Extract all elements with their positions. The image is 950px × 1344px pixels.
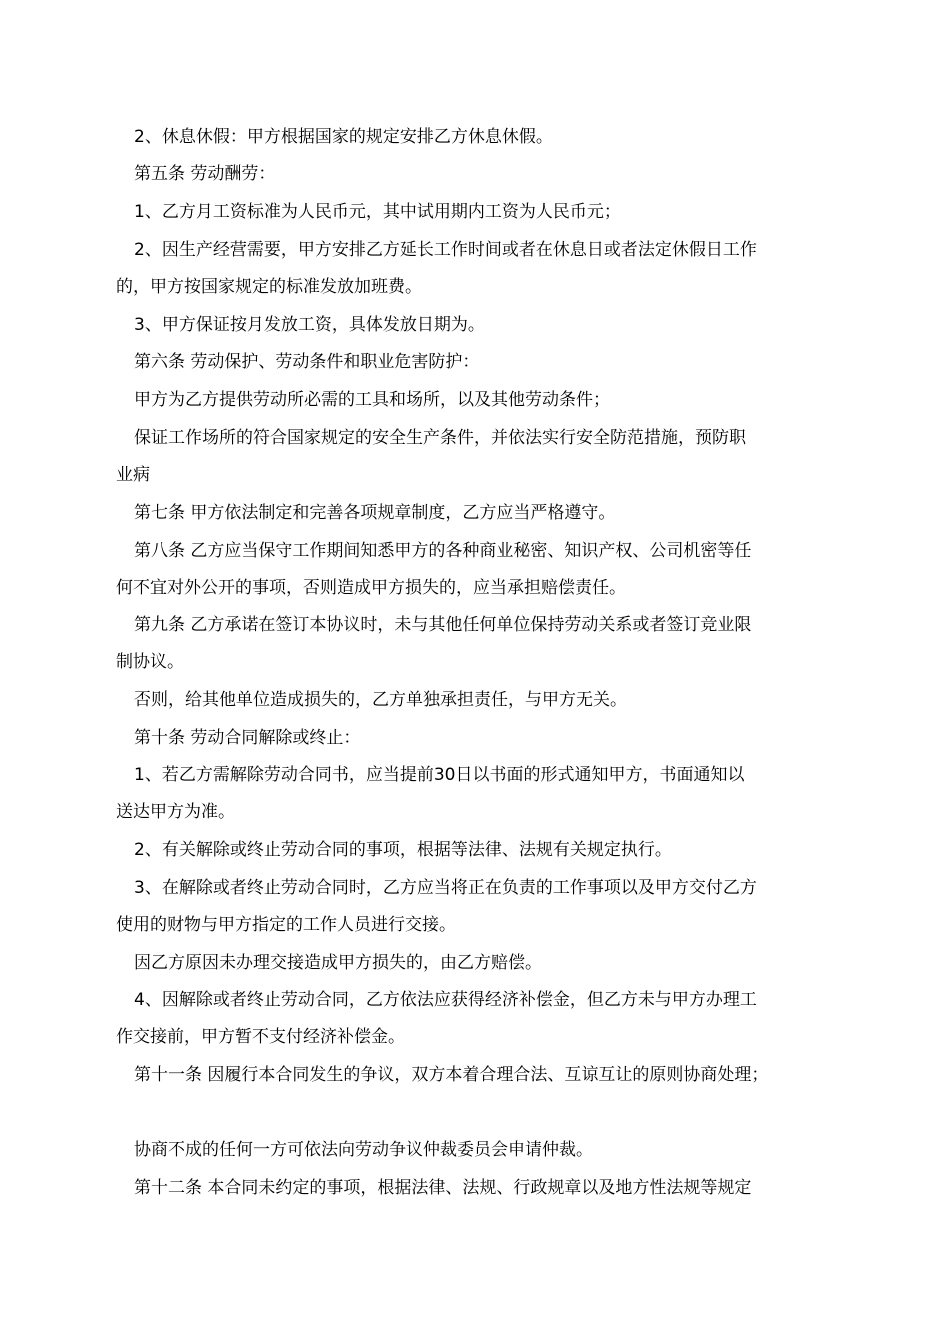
paragraph-severance: [116, 982, 836, 1056]
article-5-heading: [116, 156, 836, 193]
paragraph-line: 作交接前，甲方暂不支付经济补偿金。: [116, 1027, 405, 1047]
paragraph-line: 制协议。: [116, 652, 184, 672]
paragraph-salary-standard: [116, 194, 836, 231]
article-9: [116, 607, 836, 681]
paragraph-line: 否则，给其他单位造成损失的，乙方单独承担责任，与甲方无关。: [134, 690, 627, 710]
paragraph-line: 3、甲方保证按月发放工资，具体发放日期为。: [134, 315, 485, 335]
paragraph-line: 协商不成的任何一方可依法向劳动争议仲裁委员会申请仲裁。: [134, 1140, 593, 1160]
paragraph-line: 4、因解除或者终止劳动合同，乙方依法应获得经济补偿金，但乙方未与甲方办理工: [134, 990, 757, 1010]
paragraph-line: 使用的财物与甲方指定的工作人员进行交接。: [116, 915, 456, 935]
paragraph-safety: [116, 420, 836, 494]
paragraph-arbitration: [116, 1132, 836, 1169]
paragraph-line: 第八条 乙方应当保守工作期间知悉甲方的各种商业秘密、知识产权、公司机密等任: [134, 541, 752, 561]
paragraph-line: 2、休息休假：甲方根据国家的规定安排乙方休息休假。: [134, 127, 553, 147]
paragraph-rest-leave: [116, 119, 836, 156]
article-8: [116, 533, 836, 607]
paragraph-line: 第九条 乙方承诺在签订本协议时，未与其他任何单位保持劳动关系或者签订竞业限: [134, 615, 752, 635]
paragraph-line: 1、乙方月工资标准为人民币元，其中试用期内工资为人民币元；: [134, 202, 621, 222]
article-12: [116, 1170, 836, 1207]
paragraph-line: 送达甲方为准。: [116, 802, 235, 822]
paragraph-handover: [116, 870, 836, 944]
paragraph-line: 第十一条 因履行本合同发生的争议，双方本着合理合法、互谅互让的原则协商处理；: [134, 1065, 769, 1085]
paragraph-line: 业病: [116, 465, 150, 485]
paragraph-liability: [116, 682, 836, 719]
paragraph-tools: [116, 382, 836, 419]
paragraph-line: 何不宜对外公开的事项，否则造成甲方损失的，应当承担赔偿责任。: [116, 578, 626, 598]
article-6-heading: [116, 344, 836, 381]
paragraph-line: 2、因生产经营需要，甲方安排乙方延长工作时间或者在休息日或者法定休假日工作: [134, 240, 757, 260]
paragraph-monthly-pay: [116, 307, 836, 344]
paragraph-line: 因乙方原因未办理交接造成甲方损失的，由乙方赔偿。: [134, 953, 542, 973]
paragraph-line: 3、在解除或者终止劳动合同时，乙方应当将正在负责的工作事项以及甲方交付乙方: [134, 878, 757, 898]
paragraph-line: 第十条 劳动合同解除或终止：: [134, 728, 361, 748]
paragraph-line: 的，甲方按国家规定的标准发放加班费。: [116, 277, 422, 297]
paragraph-line: 保证工作场所的符合国家规定的安全生产条件，并依法实行安全防范措施，预防职: [134, 428, 746, 448]
paragraph-line: 甲方为乙方提供劳动所必需的工具和场所，以及其他劳动条件；: [134, 390, 610, 410]
paragraph-line: 第五条 劳动酬劳：: [134, 164, 276, 184]
paragraph-compensation: [116, 945, 836, 982]
paragraph-line: 1、若乙方需解除劳动合同书，应当提前30日以书面的形式通知甲方，书面通知以: [134, 765, 745, 785]
article-10-heading: [116, 720, 836, 757]
paragraph-line: 2、有关解除或终止劳动合同的事项，根据等法律、法规有关规定执行。: [134, 840, 672, 860]
article-7: [116, 495, 836, 532]
paragraph-line: 第七条 甲方依法制定和完善各项规章制度，乙方应当严格遵守。: [134, 503, 616, 523]
article-11: [116, 1057, 856, 1094]
paragraph-termination-laws: [116, 832, 836, 869]
paragraph-line: 第六条 劳动保护、劳动条件和职业危害防护：: [134, 352, 480, 372]
paragraph-notice: [116, 757, 836, 831]
paragraph-line: 第十二条 本合同未约定的事项，根据法律、法规、行政规章以及地方性法规等规定: [134, 1178, 752, 1198]
paragraph-overtime: [116, 232, 836, 306]
